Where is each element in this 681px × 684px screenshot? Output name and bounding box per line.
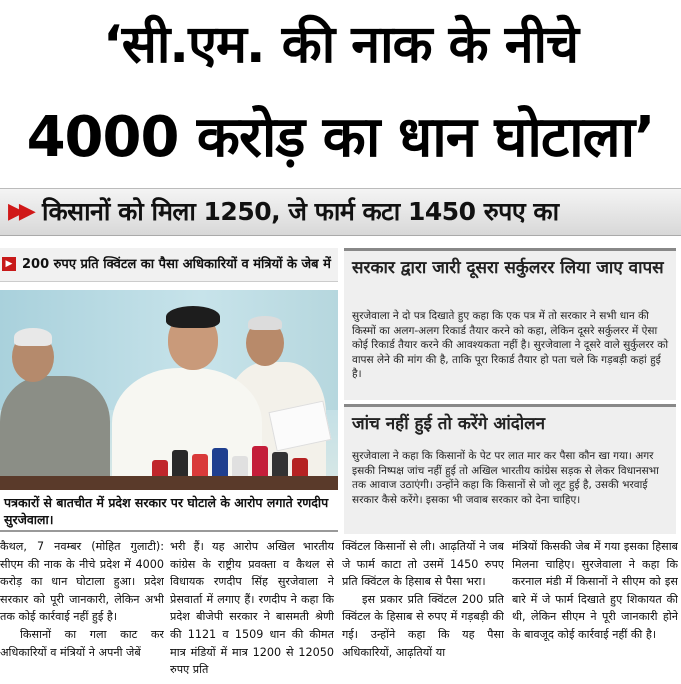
article-column-4 xyxy=(512,538,678,684)
photo-person-left-body xyxy=(0,376,110,490)
box-protest-title: जांच नहीं हुई तो करेंगे आंदोलन xyxy=(352,414,546,434)
photo-person-left-hair xyxy=(14,328,52,346)
article-column-3-para-2: इस प्रकार प्रति क्विंटल 200 प्रति क्विंटल के हिसाब से रुपए में गड़बड़ी की गई। उन्होंने कहा कि यह पैसा अधिकारियों, आढ़तियों या xyxy=(342,592,504,659)
article-column-3 xyxy=(342,538,504,684)
photo-person-center-hair xyxy=(166,306,220,328)
subheadline-text: किसानों को मिला 1250, जे फार्म कटा 1450 रुपए का xyxy=(42,197,559,226)
article-column-1 xyxy=(0,538,164,684)
photo-person-right-hair xyxy=(248,316,282,330)
headline-line-2: 4000 करोड़ का धान घोटाला’ xyxy=(26,105,655,170)
left-section-heading xyxy=(0,248,338,282)
double-arrow-icon: ▶▶ xyxy=(8,199,30,224)
photo-caption-text: पत्रकारों से बातचीत में प्रदेश सरकार पर घोटाले के आरोप लगाते रणदीप सुरजेवाला। xyxy=(4,495,329,527)
article-column-1-para-2: किसानों का गला काट कर अधिकारियों व मंत्रियों ने अपनी जेबें xyxy=(0,627,164,659)
press-conference-photo xyxy=(0,290,338,490)
article-column-3-para-1: क्विंटल किसानों से ली। आढ़तियों ने जब जे फार्म काटा तो उसमें 1450 रुपए प्रति क्विंटल के हिसाब से पैसा भरा। xyxy=(342,540,504,589)
article-column-1-para-1: कैथल, 7 नवम्बर (मोहित गुलाटी): सीएम की नाक के नीचे प्रदेश में 4000 करोड़ का धान घोटाला हुआ। प्रदेश सरकार को पूरी जानकारी, लेकिन अभी तक कोई कार्रवाई नहीं हुई है। xyxy=(0,540,164,624)
box-circular-body: सुरजेवाला ने दो पत्र दिखाते हुए कहा कि एक पत्र में तो सरकार ने सभी धान की किस्मों का अलग-अलग रिकार्ड तैयार करने को कहा, लेकिन दूसरे सर्कुलरर में ऐसा कोई रिकार्ड तैयार करने की आवश्यकता नहीं है। सुरजेवाला ने दूसरे वाले सुर्कुलरर को वापस लेने की मांग की है, ताकि पूरा रिकार्ड तैयार हो पता चले कि गड़बड़ी कहां हुई है। xyxy=(352,310,669,380)
article-column-4-text: मंत्रियों किसकी जेब में गया इसका हिसाब मिलना चाहिए। सुरजेवाला ने कहा कि करनाल मंडी में किसानों ने सीएम को इस बारे में जे फार्म दिखाते हुए शिकायत की थी, लेकिन सीएम ने पूरी जानकारी होने के बावजूद कोई कार्रवाई नहीं की है। xyxy=(512,540,678,641)
box-circular-title: सरकार द्वारा जारी दूसरा सर्कुलरर लिया जाए वापस xyxy=(352,258,664,278)
photo-table-edge xyxy=(0,476,338,490)
left-section-heading-text: 200 रुपए प्रति क्विंटल का पैसा अधिकारियों व मंत्रियों के जेब में xyxy=(22,257,331,272)
subheadline-bar xyxy=(0,188,681,236)
box-protest-body: सुरजेवाला ने कहा कि किसानों के पेट पर लात मार कर पैसा कौन खा गया। अगर इसकी निष्पक्ष जांच नहीं हुई तो अखिल भारतीय कांग्रेस सड़क से लेकर विधानसभा तक आवाज उठाएंगी। उन्होंने कहा कि किसानों से जो लूट हुई है, उसकी भरवाई सरकार कैसे करेंगे। इसका भी जवाब सरकार को देना चाहिए। xyxy=(352,450,659,506)
article-column-2-text: भरी हैं। यह आरोप अखिल भारतीय कांग्रेस के राष्ट्रीय प्रवक्ता व कैथल से विधायक रणदीप सिंह सुरजेवाला ने प्रेसवार्ता में लगाए हैं। रणदीप ने कहा कि प्रदेश बीजेपी सरकार ने बासमती श्रेणी की 1121 व 1509 धान की कीमत मात्र मंडियों में मात्र 1200 से 12050 रुपए प्रति xyxy=(170,540,334,677)
sidebar-box-protest xyxy=(344,404,676,534)
article-column-2 xyxy=(170,538,334,684)
play-icon: ▶ xyxy=(2,257,16,271)
photo-caption xyxy=(0,492,338,532)
headline-line-1: ‘सी.एम. की नाक के नीचे xyxy=(102,15,579,75)
sidebar-box-circular xyxy=(344,248,676,400)
